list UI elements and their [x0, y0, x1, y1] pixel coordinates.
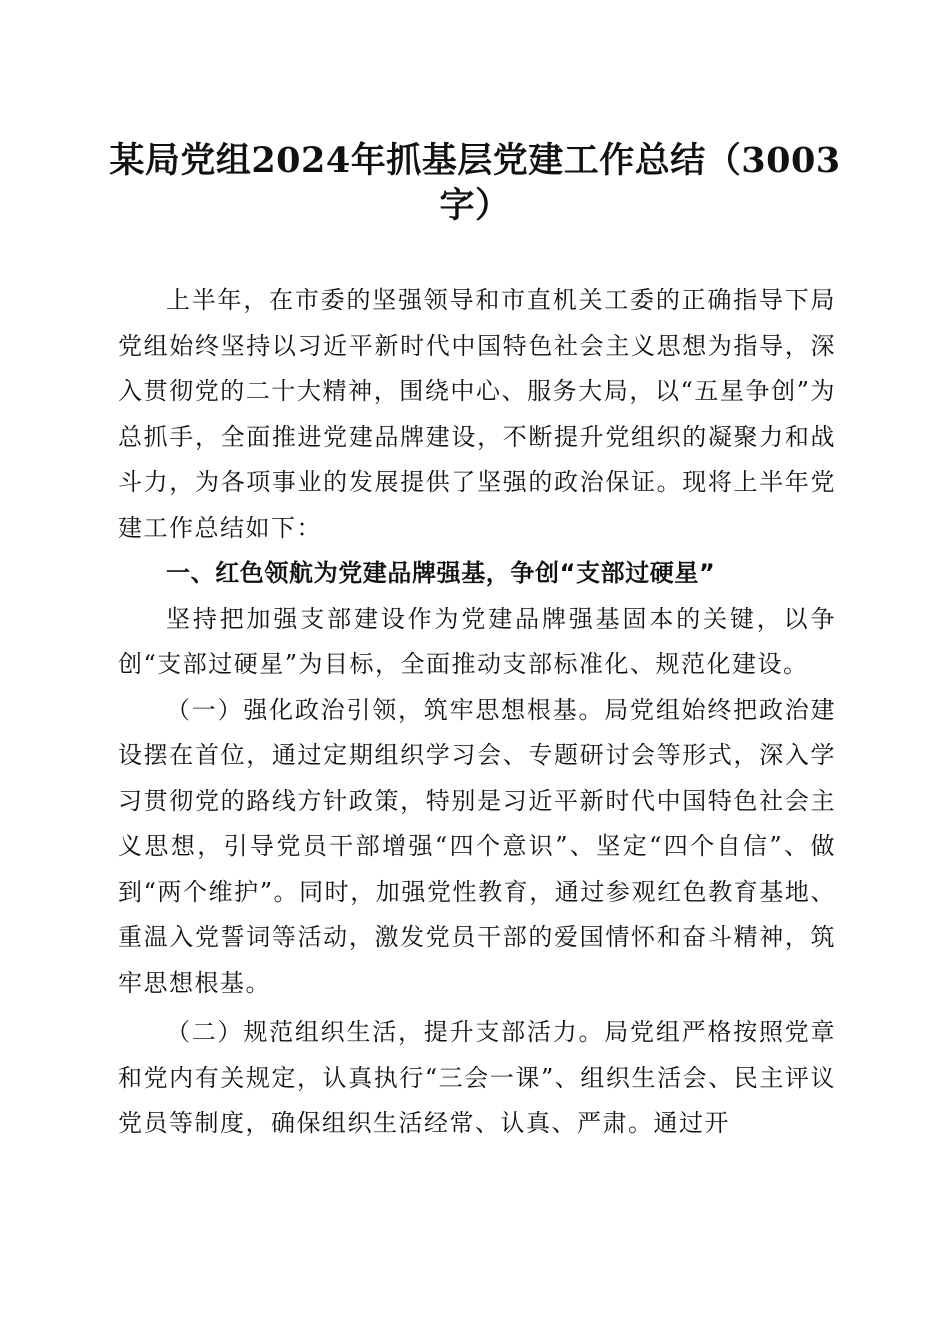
subsection-1-paragraph: （一）强化政治引领，筑牢思想根基。局党组始终把政治建设摆在首位，通过定期组织学习会、专题研讨会等形式，深入学习贯彻党的路线方针政策，特别是习近平新时代中国特色社会主义思想，引导党员干部增强“四个意识”、坚定“四个自信”、做到“两个维护”。同时，加强党性教育，通过参观红色教育基地、重温入党誓词等活动，激发党员干部的爱国情怀和奋斗精神，筑牢思想根基。: [118, 695, 836, 997]
intro-paragraph: 上半年，在市委的坚强领导和市直机关工委的正确指导下局党组始终坚持以习近平新时代中国特色社会主义思想为指导，深入贯彻党的二十大精神，围绕中心、服务大局，以“五星争创”为总抓手，全面推进党建品牌建设，不断提升党组织的凝聚力和战斗力，为各项事业的发展提供了坚强的政治保证。现将上半年党建工作总结如下：: [118, 286, 836, 542]
document-title: 某局党组2024年抓基层党建工作总结（3003字）: [109, 140, 841, 226]
subsection-2-paragraph: （二）规范组织生活，提升支部活力。局党组严格按照党章和党内有关规定，认真执行“三会一课”、组织生活会、民主评议党员等制度，确保组织生活经常、认真、严肃。通过开: [118, 1018, 836, 1137]
document-body: [118, 278, 836, 1147]
section-heading-1: 一、红色领航为党建品牌强基，争创“支部过硬星”: [166, 559, 716, 587]
section-1-paragraph: 坚持把加强支部建设作为党建品牌强基固本的关键，以争创“支部过硬星”为目标，全面推动支部标准化、规范化建设。: [118, 604, 836, 678]
